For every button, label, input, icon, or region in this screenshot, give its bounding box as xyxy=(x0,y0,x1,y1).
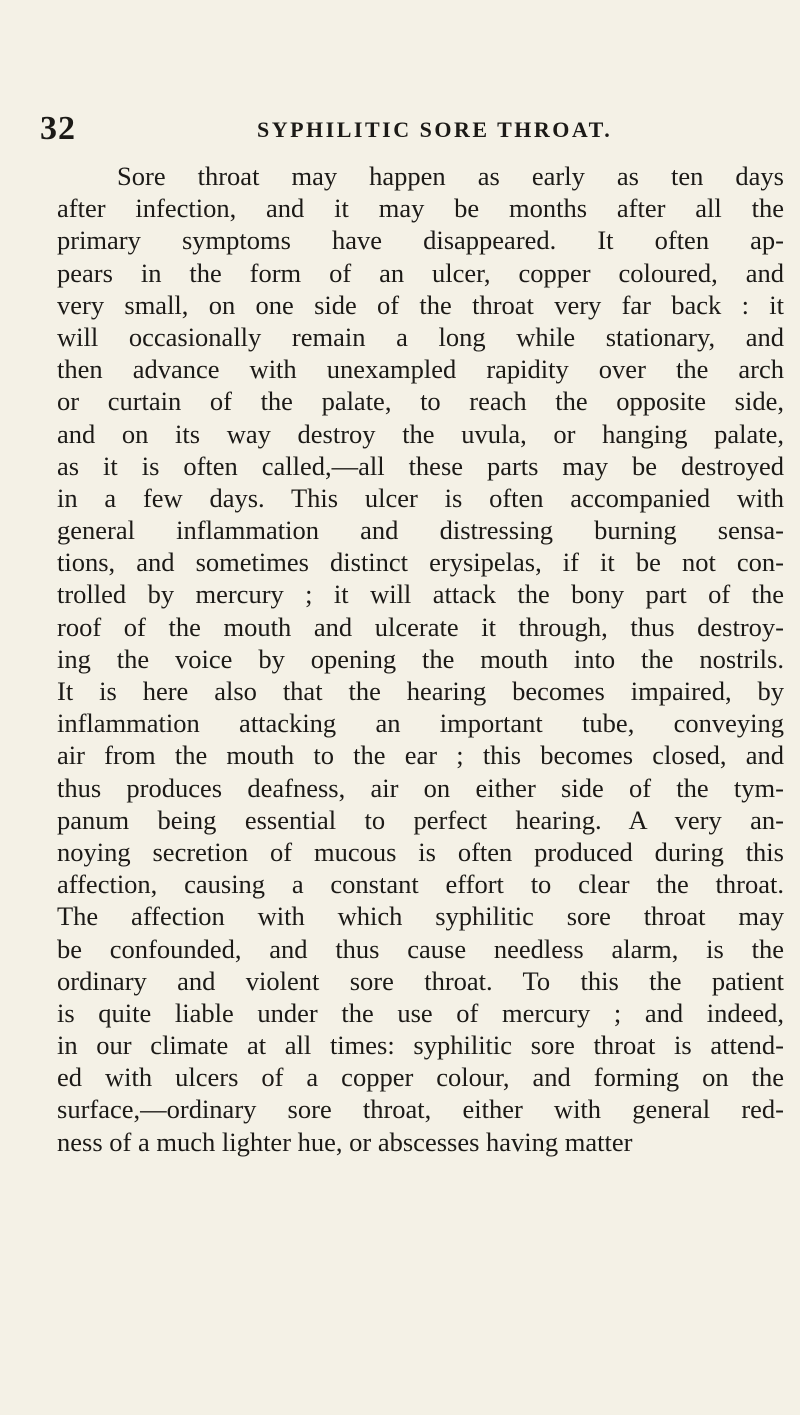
text-line: very small, on one side of the throat very far back : it xyxy=(57,289,784,320)
text-line: is quite liable under the use of mercury ; and indeed, xyxy=(57,997,784,1028)
text-line: ness of a much lighter hue, or abscesses having matter xyxy=(57,1126,633,1157)
text-line: as it is often called,—all these parts may be destroyed xyxy=(57,450,784,481)
text-line: affection, causing a constant effort to clear the throat. xyxy=(57,869,784,900)
text-line: and on its way destroy the uvula, or hanging palate, xyxy=(57,418,784,449)
text-line: roof of the mouth and ulcerate it through, thus destroy- xyxy=(57,611,784,642)
text-line: pears in the form of an ulcer, copper coloured, and xyxy=(57,257,784,288)
text-line: ed with ulcers of a copper colour, and forming on the xyxy=(57,1062,784,1093)
body-text xyxy=(57,160,784,1158)
text-line: ing the voice by opening the mouth into the nostrils. xyxy=(57,643,784,674)
text-line: primary symptoms have disappeared. It often ap- xyxy=(57,225,784,256)
text-line: ordinary and violent sore throat. To this the patient xyxy=(57,965,784,996)
text-line: in a few days. This ulcer is often accompanied with xyxy=(57,482,784,513)
text-line: trolled by mercury ; it will attack the bony part of the xyxy=(57,579,784,610)
text-line: It is here also that the hearing becomes impaired, by xyxy=(57,676,784,706)
text-line: then advance with unexampled rapidity over the arch xyxy=(57,354,784,385)
running-title: SYPHILITIC SORE THROAT. xyxy=(257,117,613,142)
text-line: general inflammation and distressing burning sensa- xyxy=(57,515,784,546)
text-line: The affection with which syphilitic sore throat may xyxy=(57,901,784,932)
text-line: inflammation attacking an important tube, conveying xyxy=(57,708,784,739)
text-line: thus produces deafness, air on either side of the tym- xyxy=(57,772,784,803)
page-number: 32 xyxy=(40,110,76,147)
text-line: tions, and sometimes distinct erysipelas, if it be not con- xyxy=(57,547,784,578)
text-line: Sore throat may happen as early as ten days xyxy=(117,161,784,191)
text-line: or curtain of the palate, to reach the opposite side, xyxy=(57,386,784,417)
running-head xyxy=(40,110,760,154)
text-line: will occasionally remain a long while stationary, and xyxy=(57,321,784,352)
text-line: surface,—ordinary sore throat, either with general red- xyxy=(57,1094,784,1125)
text-line: noying secretion of mucous is often produced during this xyxy=(57,836,784,867)
text-line: air from the mouth to the ear ; this becomes closed, and xyxy=(57,740,784,771)
text-line: in our climate at all times: syphilitic sore throat is attend- xyxy=(57,1030,784,1061)
text-line: be confounded, and thus cause needless alarm, is the xyxy=(57,933,784,964)
text-line: after infection, and it may be months after all the xyxy=(57,193,784,224)
text-line: panum being essential to perfect hearing. A very an- xyxy=(57,804,784,835)
